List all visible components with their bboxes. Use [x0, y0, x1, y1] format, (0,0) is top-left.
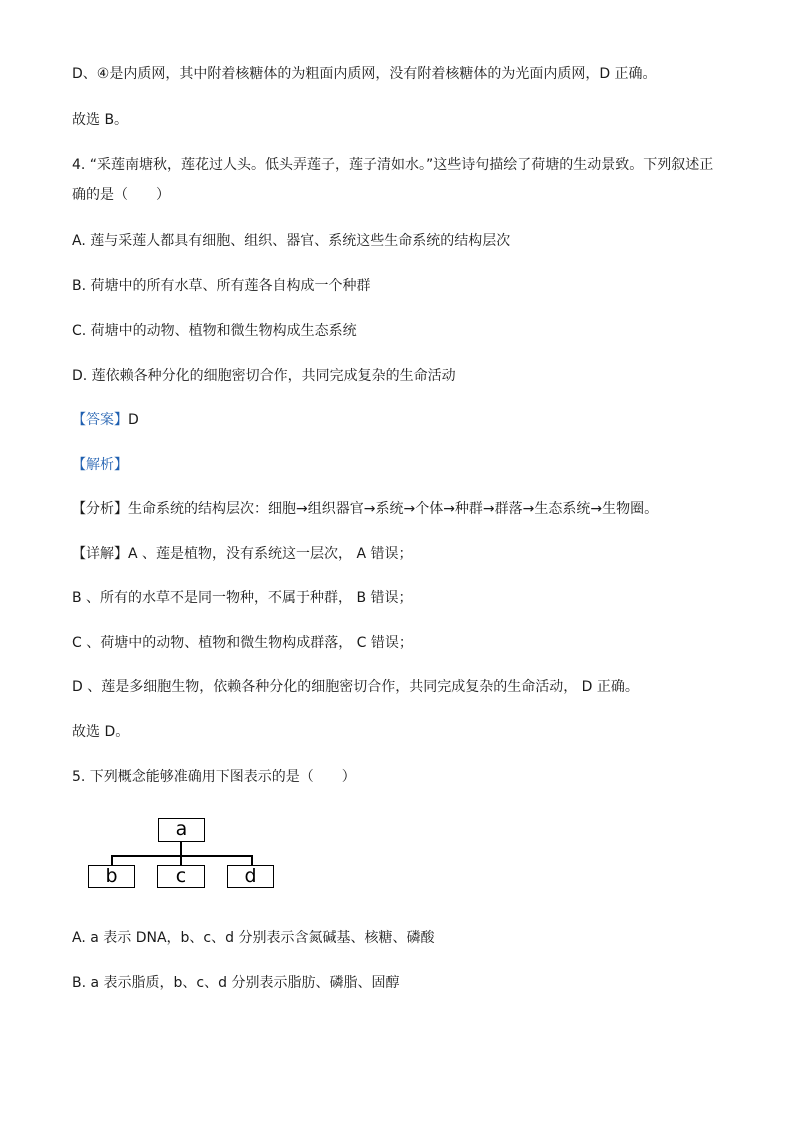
- xiangjie-line: [72, 544, 413, 564]
- question-5-option-b: B. a 表示脂质，b、c、d 分别表示脂肪、磷脂、固醇: [72, 975, 400, 991]
- choose-d-line: 故选 D。: [72, 724, 130, 740]
- question-4-stem-line-2: 确的是（ ）: [72, 187, 170, 203]
- question-4-option-c: C. 荷塘中的动物、植物和微生物构成生态系统: [72, 323, 357, 339]
- detail-d-line: D 、莲是多细胞生物，依赖各种分化的细胞密切合作，共同完成复杂的生命活动， D 正确。: [72, 679, 639, 695]
- fenxi-text: 生命系统的结构层次：细胞→组织器官→系统→个体→种群→群落→生态系统→生物圈。: [128, 501, 659, 517]
- fenxi-tag: 【分析】: [72, 501, 128, 517]
- xiangjie-tag: 【详解】: [72, 546, 128, 562]
- question-4-option-d: D. 莲依赖各种分化的细胞密切合作，共同完成复杂的生命活动: [72, 368, 456, 384]
- diagram-box-c: c: [157, 865, 205, 888]
- fenxi-line: [72, 499, 658, 519]
- diagram-box-b: b: [88, 865, 135, 888]
- diagram-connector-b: [111, 855, 113, 865]
- xiangjie-text: A 、莲是植物，没有系统这一层次， A 错误；: [128, 546, 413, 562]
- answer-value: D: [128, 412, 139, 428]
- question-4-option-b: B. 荷塘中的所有水草、所有莲各自构成一个种群: [72, 278, 371, 294]
- detail-c-line: C 、荷塘中的动物、植物和微生物构成群落， C 错误；: [72, 635, 413, 651]
- diagram-box-d: d: [227, 865, 274, 888]
- question-5-stem: 5. 下列概念能够准确用下图表示的是（ ）: [72, 769, 356, 785]
- question-4-stem-line-1: 4. “采莲南塘秋，莲花过人头。低头弄莲子，莲子清如水。”这些诗句描绘了荷塘的生动景致。下列叙述正: [72, 157, 714, 173]
- option-d-explanation: D、④是内质网，其中附着核糖体的为粗面内质网，没有附着核糖体的为光面内质网，D 正确。: [72, 66, 657, 82]
- choose-b-line: 故选 B。: [72, 112, 129, 128]
- diagram-connector-vertical: [180, 842, 182, 856]
- answer-tag: 【答案】: [72, 412, 128, 428]
- question-4-option-a: A. 莲与采莲人都具有细胞、组织、器官、系统这些生命系统的结构层次: [72, 233, 511, 249]
- diagram-connector-c: [180, 855, 182, 865]
- answer-line: [72, 410, 139, 430]
- analysis-heading: [72, 455, 128, 475]
- diagram-connector-d: [251, 855, 253, 865]
- analysis-tag: 【解析】: [72, 457, 128, 473]
- question-5-option-a: A. a 表示 DNA，b、c、d 分别表示含氮碱基、核糖、磷酸: [72, 930, 435, 946]
- diagram-box-a: a: [158, 818, 205, 842]
- detail-b-line: B 、所有的水草不是同一物种，不属于种群， B 错误；: [72, 590, 413, 606]
- concept-tree-diagram: [86, 818, 276, 890]
